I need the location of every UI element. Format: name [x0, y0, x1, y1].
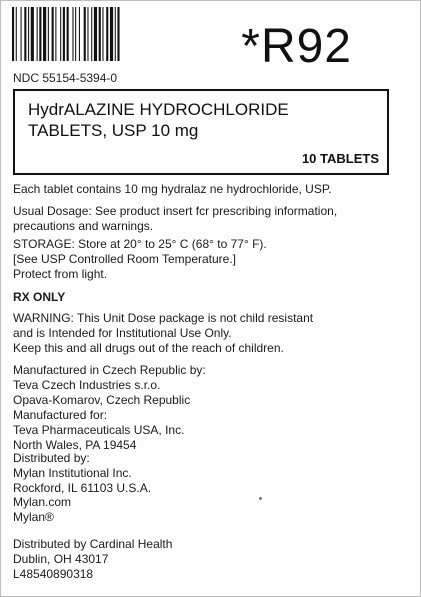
manufactured-for-line3: North Wales, PA 19454 — [13, 438, 137, 452]
composition-line: Each tablet contains 10 mg hydralaz ne hydrochloride, USP. — [13, 182, 332, 196]
dosage-text — [13, 204, 337, 234]
warning-text — [13, 311, 313, 356]
manufactured-in-line3: Opava-Komarov, Czech Republic — [13, 393, 191, 407]
cardinal-line2: Dublin, OH 43017 — [13, 552, 109, 566]
dosage-line1: Usual Dosage: See product insert fcr prescribing information, — [13, 204, 338, 218]
distributor-text — [13, 451, 151, 496]
rx-code: *R92 — [241, 20, 352, 73]
storage-text — [13, 237, 267, 282]
manufactured-in-line1: Manufactured in Czech Republic by: — [13, 363, 206, 377]
distributed-line3: Rockford, IL 61103 U.S.A. — [13, 481, 152, 495]
mylan-text — [13, 495, 71, 525]
cardinal-text — [13, 537, 172, 582]
dosage-line2: precautions and warnings. — [13, 219, 154, 233]
manufacturer-text — [13, 363, 206, 453]
mylan-website: Mylan.com — [13, 495, 72, 509]
rx-only: RX ONLY — [13, 290, 66, 304]
product-box — [13, 89, 389, 175]
manufactured-in-line2: Teva Czech Industries s.r.o. — [13, 378, 161, 392]
barcode-icon — [11, 7, 171, 61]
product-name-line2: TABLETS, USP 10 mg — [28, 121, 199, 140]
product-name — [28, 99, 289, 141]
manufactured-for-line2: Teva Pharmaceuticals USA, Inc. — [13, 423, 185, 437]
storage-line2: [See USP Controlled Room Temperature.] — [13, 252, 237, 266]
warning-line3: Keep this and all drugs out of the reach of children. — [13, 341, 284, 355]
distributed-line1: Distributed by: — [13, 451, 90, 465]
print-speck — [259, 497, 262, 500]
storage-line1: STORAGE: Store at 20° to 25° C (68° to 77° F). — [13, 237, 267, 251]
manufactured-for-line1: Manufactured for: — [13, 408, 108, 422]
warning-line2: and is Intended for Institutional Use Only. — [13, 326, 232, 340]
ndc-number: NDC 55154-5394-0 — [13, 71, 118, 85]
product-name-line1: HydrALAZINE HYDROCHLORIDE — [28, 100, 289, 119]
tablet-count: 10 TABLETS — [301, 151, 379, 166]
cardinal-line3: L48540890318 — [13, 567, 94, 581]
storage-line3: Protect from light. — [13, 267, 108, 281]
cardinal-line1: Distributed by Cardinal Health — [13, 537, 173, 551]
composition-text — [13, 182, 332, 197]
distributed-line2: Mylan Institutional Inc. — [13, 466, 132, 480]
warning-line1: WARNING: This Unit Dose package is not child resistant — [13, 311, 314, 325]
mylan-brand: Mylan® — [13, 510, 54, 524]
